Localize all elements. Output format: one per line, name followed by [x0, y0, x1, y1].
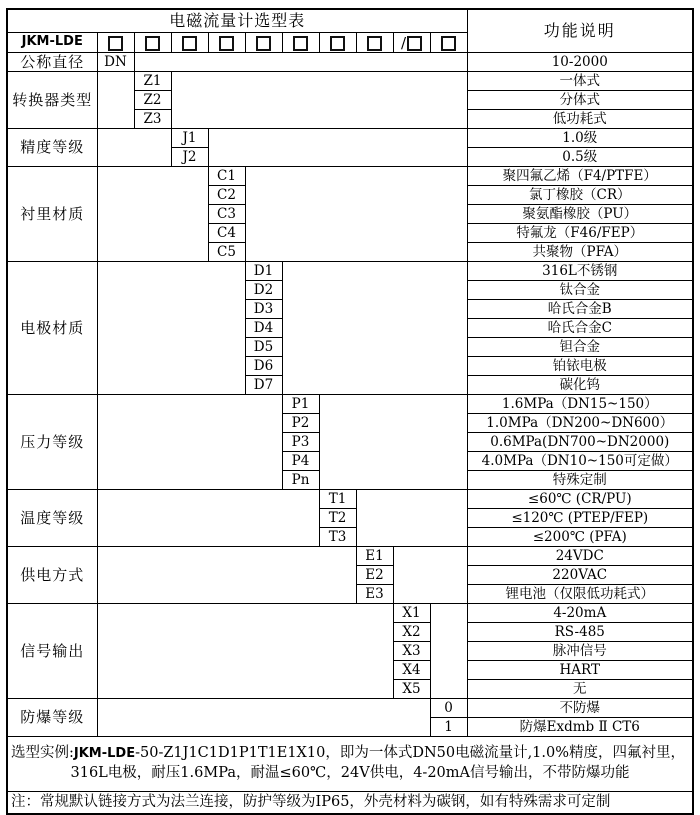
option-row — [7, 395, 693, 414]
example-row — [7, 737, 693, 792]
empty-gap-left — [97, 395, 282, 490]
option-code: X3 — [393, 642, 430, 661]
option-code: X2 — [393, 623, 430, 642]
option-description: 防爆Exdmb Ⅱ CT6 — [467, 718, 693, 737]
model-code-box-cell[interactable] — [245, 33, 282, 53]
option-code: C1 — [208, 167, 245, 186]
empty-gap-right — [282, 262, 467, 395]
empty-gap-right — [245, 167, 467, 262]
function-column-header: 功能说明 — [467, 9, 693, 53]
empty-gap-right — [393, 547, 467, 604]
section-label: 压力等级 — [7, 395, 97, 490]
section-label: 防爆等级 — [7, 699, 97, 737]
option-row — [7, 490, 693, 509]
option-row — [7, 129, 693, 148]
option-description: ≤120℃ (PTEP/FEP) — [467, 509, 693, 528]
option-description: 哈氏合金C — [467, 319, 693, 338]
model-code-box-cell[interactable] — [208, 33, 245, 53]
option-code: J1 — [171, 129, 208, 148]
option-description: 1.0级 — [467, 129, 693, 148]
empty-gap-right — [430, 604, 467, 699]
option-description: ≤60℃ (CR/PU) — [467, 490, 693, 509]
option-code: D6 — [245, 357, 282, 376]
option-description: 10-2000 — [467, 53, 693, 72]
option-description: 不防爆 — [467, 699, 693, 718]
example-prefix: 选型实例: — [11, 745, 74, 762]
empty-gap-left — [97, 129, 171, 167]
model-code-box-cell[interactable] — [393, 33, 430, 53]
slash-separator: / — [400, 33, 407, 52]
option-description: 碳化钨 — [467, 376, 693, 395]
empty-gap-left — [97, 490, 319, 547]
option-description: 316L不锈钢 — [467, 262, 693, 281]
option-code: E2 — [356, 566, 393, 585]
checkbox-icon[interactable] — [441, 36, 456, 51]
title-row — [7, 9, 693, 33]
option-description: 聚氨酯橡胶（PU） — [467, 205, 693, 224]
model-code-box-cell[interactable] — [282, 33, 319, 53]
empty-gap-right — [356, 490, 467, 547]
option-description: 低功耗式 — [467, 110, 693, 129]
example-line-1-rest: -50-Z1J1C1D1P1T1E1X10，即为一体式DN50电磁流量计,1.0%精度，四氟衬里， — [135, 745, 686, 762]
model-code-box-cell[interactable] — [134, 33, 171, 53]
option-description: 0.5级 — [467, 148, 693, 167]
option-description: 无 — [467, 680, 693, 699]
option-description: 1.6MPa（DN15~150） — [467, 395, 693, 414]
option-code: D4 — [245, 319, 282, 338]
option-code: P3 — [282, 433, 319, 452]
checkbox-icon[interactable] — [219, 36, 234, 51]
option-code: X4 — [393, 661, 430, 680]
checkbox-icon[interactable] — [182, 36, 197, 51]
option-code: C2 — [208, 186, 245, 205]
model-code-box-cell[interactable] — [97, 33, 134, 53]
checkbox-icon[interactable] — [407, 36, 422, 51]
option-row — [7, 72, 693, 91]
section-label: 供电方式 — [7, 547, 97, 604]
note-row — [7, 792, 693, 815]
option-description: 钽合金 — [467, 338, 693, 357]
section-label: 温度等级 — [7, 490, 97, 547]
option-code: P1 — [282, 395, 319, 414]
empty-gap-right — [208, 129, 467, 167]
option-code: E1 — [356, 547, 393, 566]
empty-gap-left — [97, 699, 430, 737]
option-description: 锂电池（仅限低功耗式） — [467, 585, 693, 604]
example-line-1 — [8, 746, 692, 762]
option-code: D5 — [245, 338, 282, 357]
checkbox-icon[interactable] — [256, 36, 271, 51]
option-row — [7, 604, 693, 623]
option-code: C5 — [208, 243, 245, 262]
option-row — [7, 547, 693, 566]
option-code: C3 — [208, 205, 245, 224]
empty-gap-right — [319, 395, 467, 490]
option-description: 氯丁橡胶（CR） — [467, 186, 693, 205]
option-code: J2 — [171, 148, 208, 167]
option-description: 24VDC — [467, 547, 693, 566]
empty-gap-left — [97, 167, 208, 262]
option-code: Pn — [282, 471, 319, 490]
model-code-box-cell[interactable] — [356, 33, 393, 53]
option-description: 脉冲信号 — [467, 642, 693, 661]
example-model-code: JKM-LDE — [73, 746, 136, 762]
empty-gap-left — [97, 547, 356, 604]
empty-gap-left — [97, 604, 393, 699]
model-prefix-label: JKM-LDE — [7, 33, 97, 53]
option-code: E3 — [356, 585, 393, 604]
option-description: 1.0MPa（DN200~DN600） — [467, 414, 693, 433]
option-code: 0 — [430, 699, 467, 718]
option-code: D2 — [245, 281, 282, 300]
option-code: Z3 — [134, 110, 171, 129]
option-row — [7, 262, 693, 281]
option-code: X1 — [393, 604, 430, 623]
option-description: 哈氏合金B — [467, 300, 693, 319]
checkbox-icon[interactable] — [367, 36, 382, 51]
option-code: C4 — [208, 224, 245, 243]
option-code: T3 — [319, 528, 356, 547]
selection-table — [6, 8, 694, 815]
option-description: RS-485 — [467, 623, 693, 642]
option-code: D3 — [245, 300, 282, 319]
option-description: 铂铱电极 — [467, 357, 693, 376]
section-label: 转换器类型 — [7, 72, 97, 129]
option-row — [7, 53, 693, 72]
option-description: 4.0MPa（DN10~150可定做） — [467, 452, 693, 471]
option-description: HART — [467, 661, 693, 680]
empty-gap-left — [97, 72, 134, 129]
option-description: 钛合金 — [467, 281, 693, 300]
checkbox-icon[interactable] — [330, 36, 345, 51]
option-code: Z1 — [134, 72, 171, 91]
note-text: 注：常规默认链接方式为法兰连接，防护等级为IP65，外壳材料为碳钢，如有特殊需求可定制 — [7, 792, 693, 815]
option-code: D1 — [245, 262, 282, 281]
option-row — [7, 699, 693, 718]
option-row — [7, 167, 693, 186]
model-code-box-cell[interactable] — [319, 33, 356, 53]
option-description: 分体式 — [467, 91, 693, 110]
model-code-box-cell[interactable] — [430, 33, 467, 53]
option-description: 共聚物（PFA） — [467, 243, 693, 262]
selection-example — [7, 737, 693, 792]
option-description: 特殊定制 — [467, 471, 693, 490]
option-description: 特氟龙（F46/FEP） — [467, 224, 693, 243]
option-description: 220VAC — [467, 566, 693, 585]
checkbox-icon[interactable] — [145, 36, 160, 51]
option-code: DN — [97, 53, 134, 72]
option-code: P2 — [282, 414, 319, 433]
option-description: 0.6MPa(DN700~DN2000) — [467, 433, 693, 452]
option-code: 1 — [430, 718, 467, 737]
option-code: P4 — [282, 452, 319, 471]
example-line-2: 316L电极，耐压1.6MPa，耐温≤60℃，24V供电，4-20mA信号输出，不带防爆功能 — [70, 765, 630, 781]
option-description: ≤200℃ (PFA) — [467, 528, 693, 547]
section-label: 信号输出 — [7, 604, 97, 699]
empty-gap-right — [171, 72, 467, 129]
section-label: 电极材质 — [7, 262, 97, 395]
section-label: 精度等级 — [7, 129, 97, 167]
section-label: 衬里材质 — [7, 167, 97, 262]
checkbox-icon[interactable] — [293, 36, 308, 51]
option-code: Z2 — [134, 91, 171, 110]
option-description: 一体式 — [467, 72, 693, 91]
option-description: 聚四氟乙烯（F4/PTFE） — [467, 167, 693, 186]
section-label: 公称直径 — [7, 53, 97, 72]
option-code: T1 — [319, 490, 356, 509]
option-code: D7 — [245, 376, 282, 395]
empty-gap-right — [134, 53, 467, 72]
table-title: 电磁流量计选型表 — [7, 9, 467, 33]
option-code: T2 — [319, 509, 356, 528]
model-code-box-cell[interactable] — [171, 33, 208, 53]
option-code: X5 — [393, 680, 430, 699]
empty-gap-left — [97, 262, 245, 395]
checkbox-icon[interactable] — [108, 36, 123, 51]
option-description: 4-20mA — [467, 604, 693, 623]
